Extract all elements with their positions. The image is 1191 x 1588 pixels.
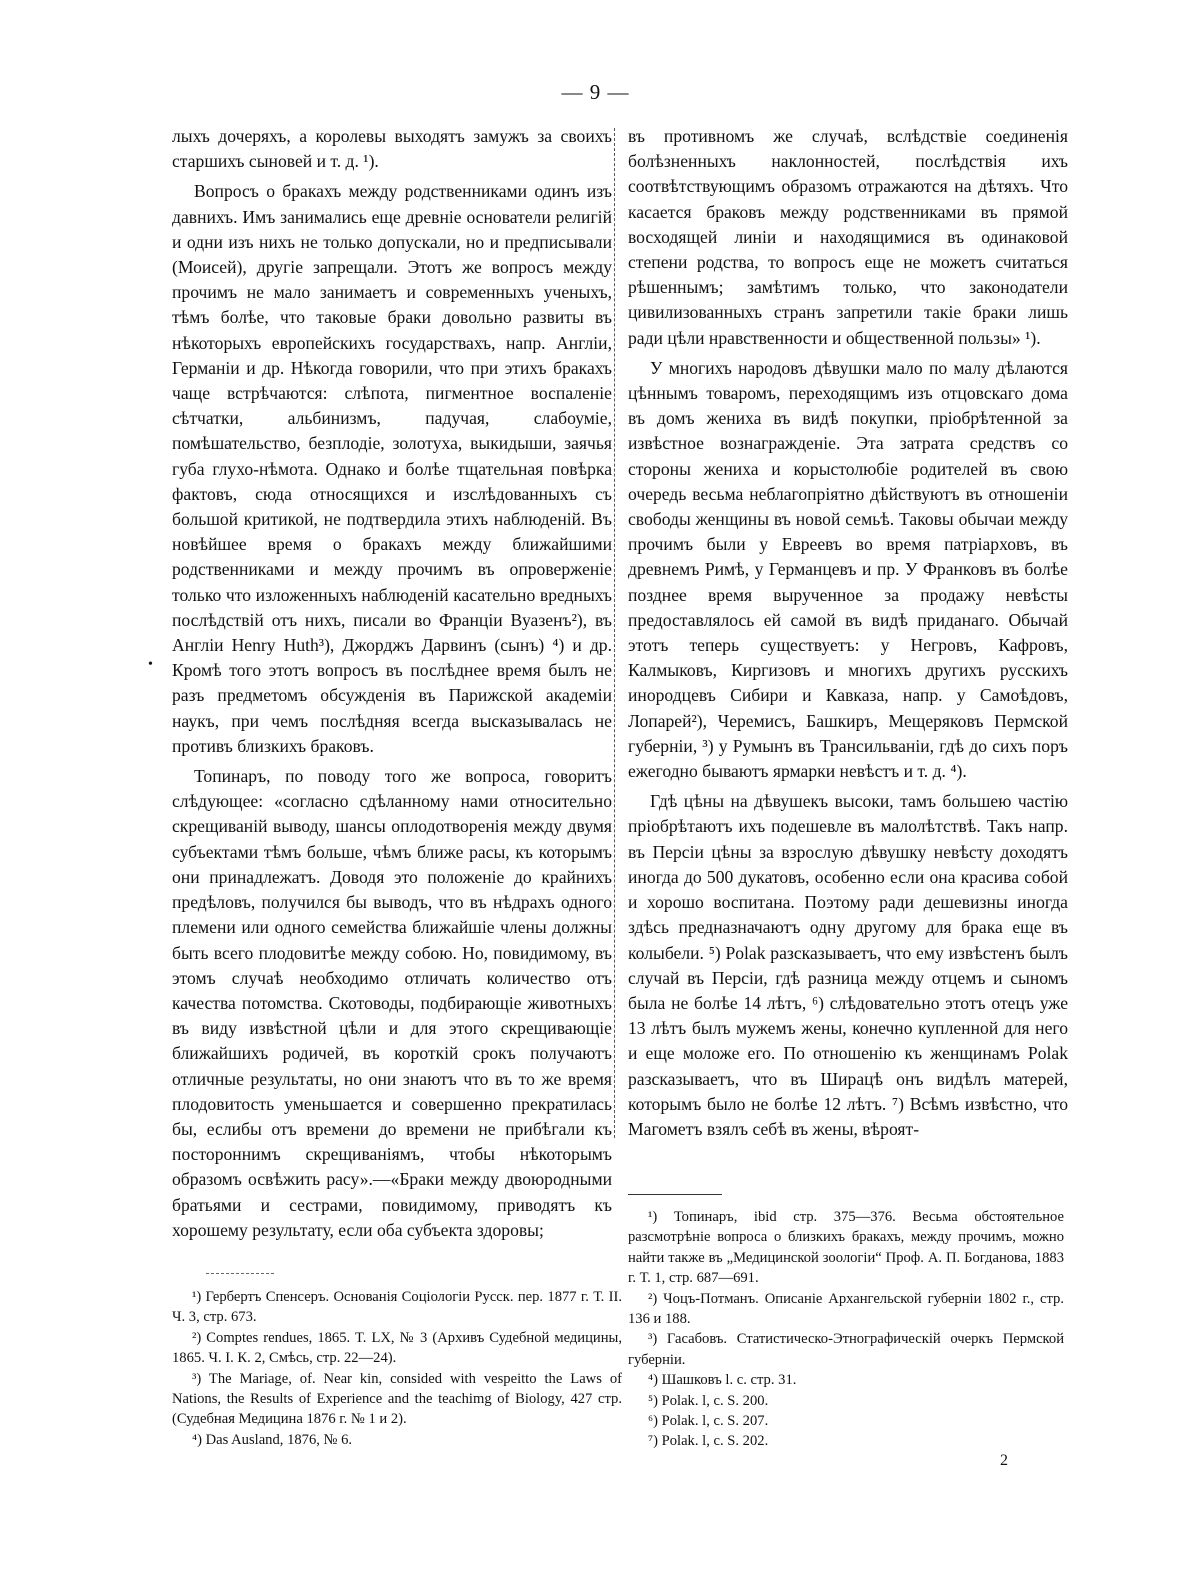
left-footnote-2: ²) Comptes rendues, 1865. T. LX, № 3 (Архивъ Судебной медицины, 1865. Ч. I. К. 2, Смѣсь, стр. 22—24). — [172, 1329, 622, 1367]
right-footnote-3: ³) Гасабовъ. Статистическо-Этнографическій очеркъ Пермской губерніи. — [628, 1331, 1064, 1368]
right-footnote-rule — [628, 1194, 722, 1195]
margin-mark: • — [148, 657, 153, 672]
right-footnote-5: ⁵) Polak. l, c. S. 200. — [648, 1392, 769, 1409]
left-footnote-3: ³) The Mariage, of. Near kin, consided with vespeitto the Laws of Nations, the Results of Experience and the teachimg of Biology, 427 стр. (Судебная Медицина 1876 г. № 1 и 2). — [172, 1370, 622, 1428]
right-column — [628, 124, 1068, 1142]
right-footnote-1: ¹) Топинаръ, ibid стр. 375—376. Весьма обстоятельное разсмотрѣніе вопроса о близкихъ бракахъ, между прочимъ, можно найти также въ „Медицинской зоологіи“ Проф. А. П. Богданова, 1883 г. Т. 1, стр. 687—691. — [628, 1209, 1064, 1287]
left-paragraph-1: лыхъ дочеряхъ, а королевы выходятъ замужъ за своихъ старшихъ сыновей и т. д. ¹). — [172, 126, 612, 172]
right-footnote-4: ⁴) Шашковъ l. c. стр. 31. — [648, 1372, 797, 1389]
right-footnotes — [628, 1207, 1064, 1452]
right-footnote-2: ²) Чоцъ-Потманъ. Описаніе Архангельской губерніи 1802 г., стр. 136 и 188. — [628, 1290, 1064, 1328]
right-footnote-6: ⁶) Polak. l, c. S. 207. — [648, 1413, 769, 1430]
page-number: — 9 — — [561, 80, 630, 104]
left-footnote-1: ¹) Гербертъ Спенсеръ. Основанія Соціологіи Русск. пер. 1877 г. Т. II. Ч. 3, стр. 673. — [172, 1289, 622, 1326]
right-paragraph-1: въ противномъ же случаѣ, вслѣдствіе соединенія болѣзненныхъ наклонностей, послѣдствія ихъ соотвѣтствующимъ образомъ отражаются на дѣтяхъ. Что касается браковъ между родственниками въ прямой восходящей линіи и находящимися въ одинаковой степени родства, то вопросъ еще не можетъ считаться рѣшеннымъ; замѣтимъ только, что законодатели цивилизованныхъ странъ запретили такіе браки лишь ради цѣли нравственности и общественной пользы» ¹). — [628, 126, 1068, 348]
left-footnote-4: ⁴) Das Ausland, 1876, № 6. — [192, 1431, 353, 1448]
column-divider — [614, 128, 615, 1138]
sheet-number: 2 — [1000, 1452, 1008, 1469]
left-footnotes — [172, 1287, 622, 1450]
right-paragraph-2: У многихъ народовъ дѣвушки мало по малу дѣлаются цѣннымъ товаромъ, переходящимъ изъ отцовскаго дома въ домъ жениха въ видѣ покупки, пріобрѣтенной за извѣстное вознагражденіе. Эта затрата средствъ со стороны жениха и корыстолюбіе родителей въ свою очередь весьма неблагопріятно дѣйствуютъ въ отношеніи свободы женщины въ новой семьѣ. Таковы обычаи между прочимъ были у Евреевъ во время патріарховъ, въ древнемъ Римѣ, у Германцевъ и пр. У Франковъ въ болѣе позднее время вырученное за продажу невѣсты предоставлялось ей самой въ видѣ приданаго. Обычай этотъ теперь существуетъ: у Негровъ, Кафровъ, Калмыковъ, Киргизовъ и многихъ другихъ русскихъ инородцевъ Сибири и Кавказа, напр. у Самоѣдовъ, Лопарей²), Черемисъ, Башкиръ, Мещеряковъ Пермской губерніи, ³) у Румынъ въ Трансильваніи, гдѣ до сихъ поръ ежегодно бываютъ ярмарки невѣстъ и т. д. ⁴). — [628, 357, 1068, 782]
right-footnote-7: ⁷) Polak. l, c. S. 202. — [648, 1433, 769, 1450]
left-paragraph-3: Топинаръ, по поводу того же вопроса, говоритъ слѣдующее: «согласно сдѣланному нами относительно скрещиваній выводу, шансы оплодотворенія между двумя субъектами тѣмъ больше, чѣмъ ближе расы, къ которымъ они принадлежатъ. Доводя это положеніе до крайнихъ предѣловъ, получился бы выводъ, что въ нѣдрахъ одного племени или одного семейства ближайшіе члены должны быть всего плодовитѣе между собою. Но, повидимому, въ этомъ случаѣ необходимо отличать количество отъ качества потомства. Скотоводы, подбирающіе животныхъ въ виду извѣстной цѣли и для этого скрещивающіе ближайшихъ родичей, въ короткій срокъ получаютъ отличные результаты, но они знаютъ что въ то же время плодовитость уменьшается и совершенно прекратилась бы, еслибы отъ времени до времени не прибѣгали къ постороннимъ скрещиваніямъ, чтобы нѣкоторымъ образомъ освѣжить расу».—«Браки между двоюродными братьями и сестрами, повидимому, приводятъ къ хорошему результату, если оба субъекта здоровы; — [172, 766, 612, 1240]
left-column — [172, 124, 612, 1243]
left-footnote-rule — [206, 1273, 274, 1274]
left-paragraph-2: Вопросъ о бракахъ между родственниками одинъ изъ давнихъ. Имъ занимались еще древніе основатели религій и одни изъ нихъ не только допускали, но и предписывали (Моисей), другіе запрещали. Этотъ же вопросъ между прочимъ не мало занимаетъ и современныхъ ученыхъ, тѣмъ болѣе, что таковые браки довольно развиты въ нѣкоторыхъ европейскихъ государствахъ, напр. Англіи, Германіи и др. Нѣкогда говорили, что при этихъ бракахъ чаще встрѣчаются: слѣпота, пигментное воспаленіе сѣтчатки, альбинизмъ, падучая, слабоуміе, помѣшательство, безплодіе, золотуха, выкидыши, заячья губа глухо-нѣмота. Однако и болѣе тщательная повѣрка фактовъ, сюда относящихся и изслѣдованныхъ съ большой критикой, не подтвердила этихъ наблюденій. Въ новѣйшее время о бракахъ между ближайшими родственниками и между прочимъ въ опроверженіе только что изложенныхъ наблюденій касательно вредныхъ послѣдствій отъ нихъ, писали во Франціи Вуазенъ²), въ Англіи Henry Huth³), Джорджъ Дарвинъ (сынъ) ⁴) и др. Кромѣ того этотъ вопросъ въ послѣднее время былъ не разъ предметомъ обсужденія въ Парижской академіи наукъ, при чемъ послѣдняя всегда высказывалась не противъ близкихъ браковъ. — [172, 181, 612, 756]
right-paragraph-3: Гдѣ цѣны на дѣвушекъ высоки, тамъ большею частію пріобрѣтаютъ ихъ подешевле въ малолѣтствѣ. Такъ напр. въ Персіи цѣны за взрослую дѣвушку невѣсту доходятъ иногда до 500 дукатовъ, особенно если она красива собой и хорошо воспитана. Поэтому ради дешевизны иногда здѣсь предназначаютъ одну другому для брака еще въ колыбели. ⁵) Polak разсказываетъ, что ему извѣстенъ былъ случай въ Персіи, гдѣ разница между отцемъ и сыномъ была не болѣе 14 лѣтъ, ⁶) слѣдовательно этотъ отецъ уже 13 лѣтъ былъ мужемъ жены, конечно купленной для него и еще моложе его. По отношенію къ женщинамъ Polak разсказываетъ, что въ Ширацѣ онъ видѣлъ матерей, которымъ было не болѣе 12 лѣтъ. ⁷) Всѣмъ извѣстно, что Магометъ взялъ себѣ въ жены, вѣроят- — [628, 791, 1068, 1139]
